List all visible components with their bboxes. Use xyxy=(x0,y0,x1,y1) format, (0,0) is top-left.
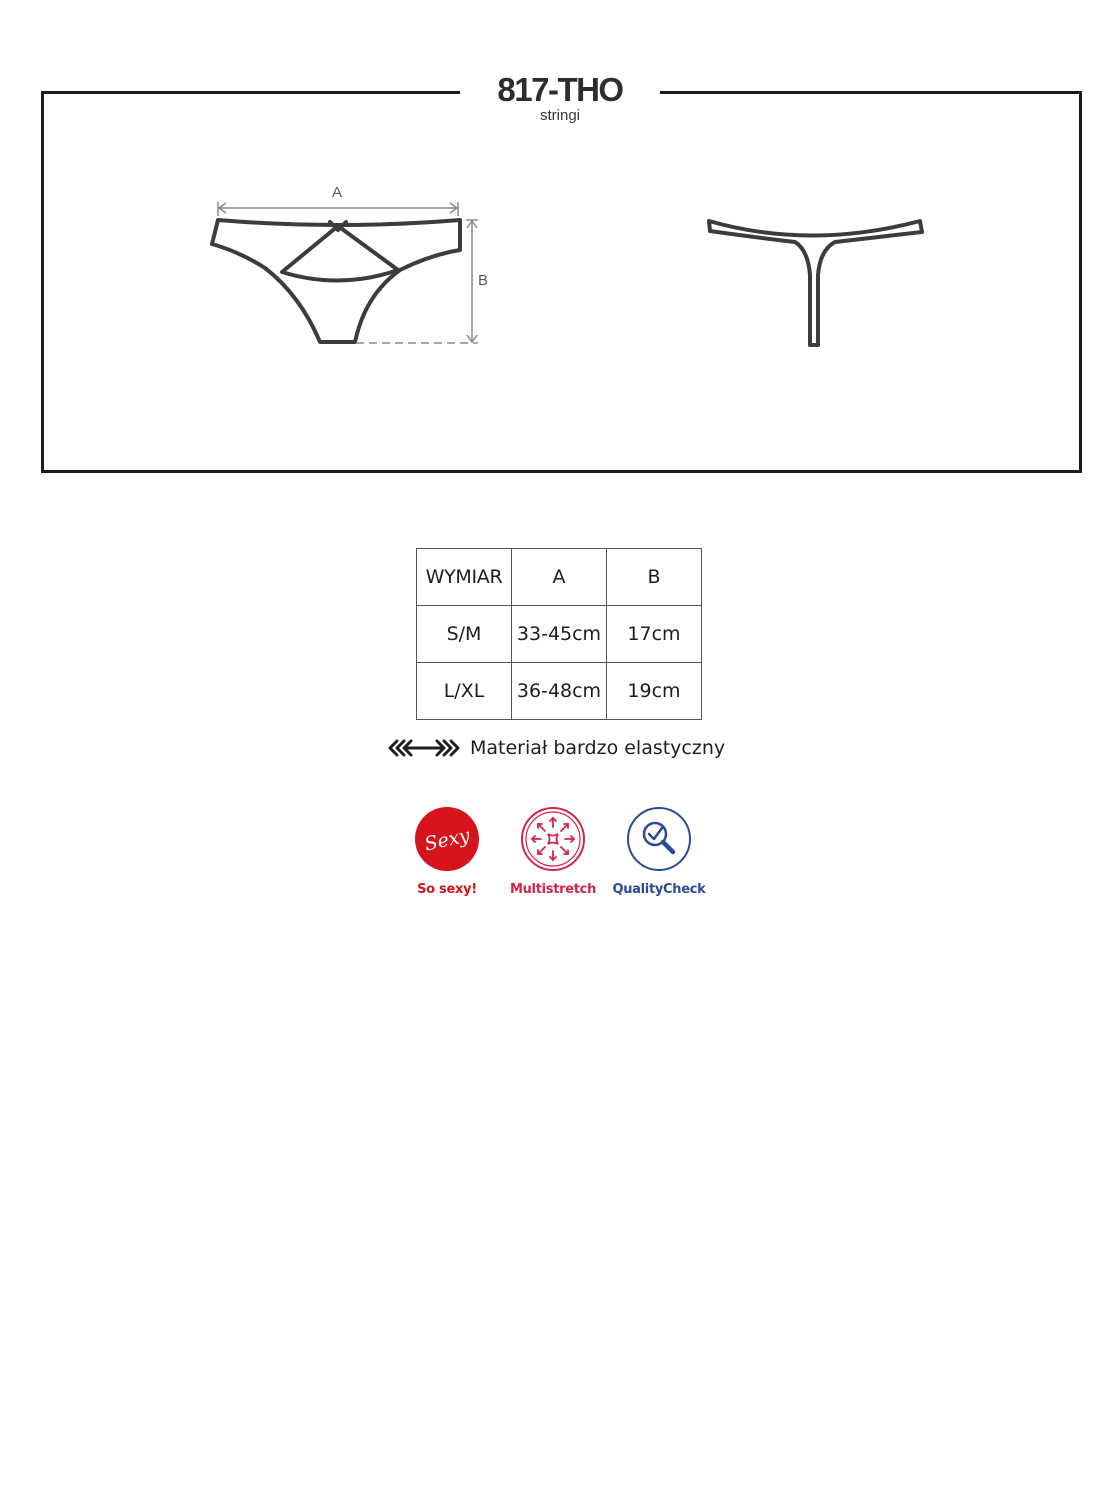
badge-label-so-sexy: So sexy! xyxy=(417,882,477,897)
back-view-drawing xyxy=(709,221,922,345)
badge-multistretch xyxy=(498,806,608,897)
table-header-row xyxy=(417,549,702,606)
table-row xyxy=(417,606,702,663)
badge-label-quality-check: QualityCheck xyxy=(612,882,706,897)
sexy-circle-icon xyxy=(414,806,480,872)
product-type: stringi xyxy=(539,107,580,124)
material-note xyxy=(388,734,725,762)
table-header-cell: WYMIAR xyxy=(417,549,512,606)
quality-check-icon xyxy=(626,806,692,872)
badge-so-sexy xyxy=(392,806,502,897)
dimension-b-label: B xyxy=(478,272,489,289)
dimension-a-line xyxy=(218,202,458,216)
svg-text:Sexy: Sexy xyxy=(422,824,472,856)
front-view-drawing xyxy=(212,220,460,342)
badge-quality-check xyxy=(604,806,714,897)
product-code: 817-THO xyxy=(497,71,623,108)
table-cell: 36-48cm xyxy=(512,663,607,720)
table-header-cell: A xyxy=(512,549,607,606)
table-cell: L/XL xyxy=(417,663,512,720)
title-block xyxy=(460,68,660,132)
table-cell: 33-45cm xyxy=(512,606,607,663)
dimension-a-label: A xyxy=(332,184,343,201)
size-table xyxy=(416,548,702,720)
badge-label-multistretch: Multistretch xyxy=(509,882,597,897)
table-cell: 17cm xyxy=(607,606,702,663)
stretch-arrows-icon xyxy=(388,738,460,758)
multistretch-icon xyxy=(520,806,586,872)
table-row xyxy=(417,663,702,720)
table-cell: S/M xyxy=(417,606,512,663)
table-header-cell: B xyxy=(607,549,702,606)
material-note-text: Materiał bardzo elastyczny xyxy=(470,737,726,759)
table-cell: 19cm xyxy=(607,663,702,720)
